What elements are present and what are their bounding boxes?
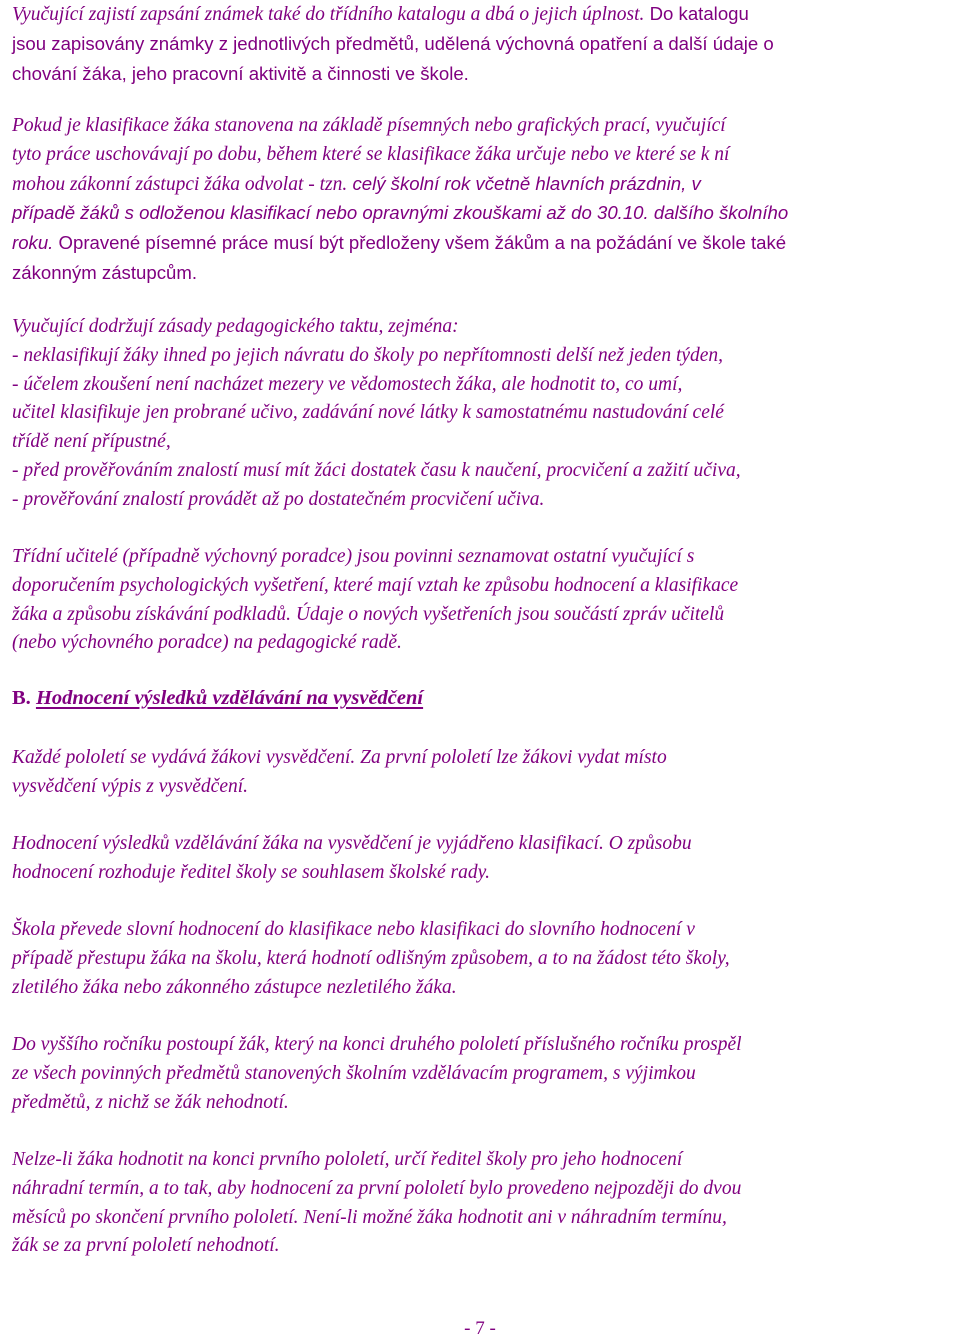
paragraph-pisemne-prace-part-3: Opravené písemné práce musí být předloženy všem žákům a na požádání ve škole také zákonným zástupcům. bbox=[12, 232, 787, 283]
paragraph-pisemne-prace-part-2: celý školní rok včetně hlavních prázdnin, v případě žáků s odloženou klasifikací nebo opravnými zkouškami až do 30.10. dalšího školního roku. bbox=[12, 172, 789, 254]
paragraph-postup-do-rocniku bbox=[12, 1031, 956, 1117]
paragraph-hodnoceni-klasifikaci-text: Hodnocení výsledků vzdělávání žáka na vysvědčení je vyjádřeno klasifikací. O způsobu hodnocení rozhoduje ředitel školy se souhlasem školské rady. bbox=[12, 833, 692, 883]
paragraph-slovni-hodnoceni bbox=[12, 916, 956, 1002]
section-heading bbox=[12, 684, 423, 712]
section-heading-letter: B. bbox=[12, 687, 31, 709]
paragraph-vysvedceni-text: Každé pololetí se vydává žákovi vysvědčení. Za první pololetí lze žákovi vydat místo vysvědčení výpis z vysvědčení. bbox=[12, 747, 667, 797]
paragraph-katalog bbox=[12, 0, 956, 89]
paragraph-slovni-hodnoceni-text: Škola převede slovní hodnocení do klasifikace nebo klasifikaci do slovního hodnocení v případě přestupu žáka na školu, která hodnotí odlišným způsobem, a to na žádost této školy, zletilého žáka nebo zákonného zástupce nezletilého žáka. bbox=[12, 919, 730, 998]
paragraph-postup-do-rocniku-text: Do vyššího ročníku postoupí žák, který na konci druhého pololetí příslušného ročníku prospěl ze všech povinných předmětů stanovených školním vzdělávacím programem, s výjimkou předmětů, z nichž se žák nehodnotí. bbox=[12, 1034, 742, 1113]
paragraph-katalog-part-1: Vyučující zajistí zapsání známek také do třídního katalogu a dbá o jejich úplnost. bbox=[12, 4, 645, 25]
paragraph-nahradni-termin bbox=[12, 1146, 956, 1261]
page-number: - 7 - bbox=[464, 1318, 496, 1339]
paragraph-pisemne-prace-part-1: Pokud je klasifikace žáka stanovena na základě písemných nebo grafických prací, vyučující tyto práce uschovávají po dobu, během které se klasifikace žáka určuje nebo ve které se k ní mohou zákonní zástupci žáka odvolat - tzn. bbox=[12, 115, 730, 195]
paragraph-pedagogicky-takt-text: Vyučující dodržují zásady pedagogického taktu, zejména: - neklasifikují žáky ihned po jejich návratu do školy po nepřítomnosti delší než jeden týden, - účelem zkoušení není nacházet mezery ve vědomostech žáka, ale hodnotit to, co umí, učitel klasifikuje jen probrané učivo, zadávání nové látky k samostatnému nastudování celé třídě není přípustné, - před prověřováním znalostí musí mít žáci dostatek času k naučení, procvičení a zažití učiva, - prověřování znalostí provádět až po dostatečném procvičení učiva. bbox=[12, 316, 741, 510]
paragraph-tridni-ucitele bbox=[12, 543, 956, 658]
section-heading-title: Hodnocení výsledků vzdělávání na vysvědčení bbox=[35, 687, 424, 709]
paragraph-vysvedceni bbox=[12, 744, 956, 802]
paragraph-nahradni-termin-text: Nelze-li žáka hodnotit na konci prvního pololetí, určí ředitel školy pro jeho hodnocení náhradní termín, a to tak, aby hodnocení za první pololetí bylo provedeno nejpozději do dvou měsíců po skončení prvního pololetí. Není-li možné žáka hodnotit ani v náhradním termínu, žák se za první pololetí nehodnotí. bbox=[12, 1149, 742, 1257]
paragraph-hodnoceni-klasifikaci bbox=[12, 830, 956, 888]
paragraph-katalog-part-2: Do katalogu jsou zapisovány známky z jednotlivých předmětů, udělená výchovná opatření a další údaje o chování žáka, jeho pracovní aktivitě a činnosti ve škole. bbox=[12, 3, 774, 84]
paragraph-pedagogicky-takt bbox=[12, 313, 956, 515]
paragraph-pisemne-prace bbox=[12, 112, 956, 289]
paragraph-tridni-ucitele-text: Třídní učitelé (případně výchovný poradce) jsou povinni seznamovat ostatní vyučující s doporučením psychologických vyšetření, které mají vztah ke způsobu hodnocení a klasifikace žáka a způsobu získávání podkladů. Údaje o nových vyšetřeních jsou součástí zpráv učitelů (nebo výchovného poradce) na pedagogické radě. bbox=[12, 546, 739, 654]
